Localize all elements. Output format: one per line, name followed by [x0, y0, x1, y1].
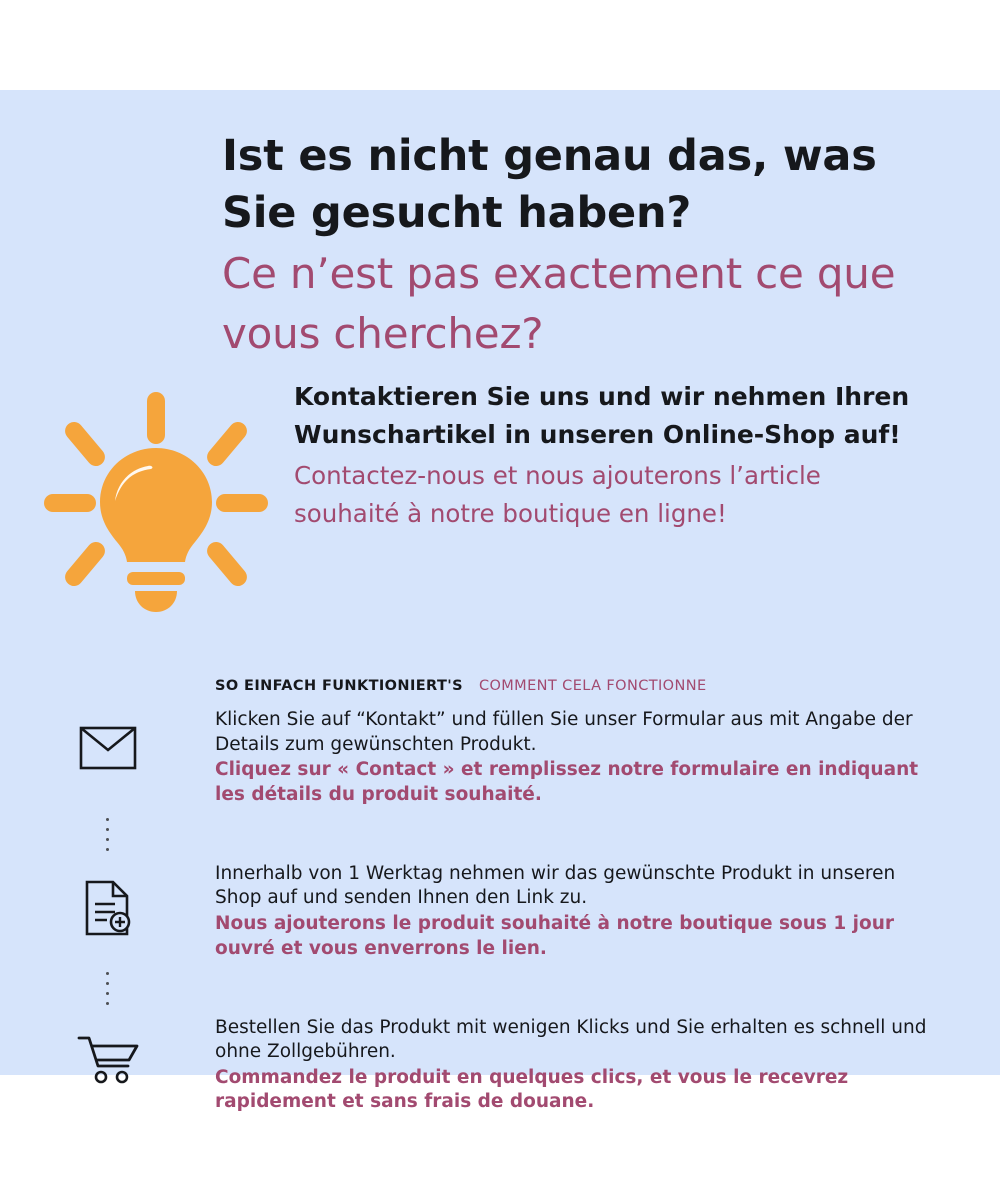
lightbulb-icon	[36, 386, 276, 626]
step-french: Commandez le produit en quelques clics, et vous le recevrez rapidement et sans frais de douane.	[215, 1066, 849, 1113]
step-item	[0, 708, 1000, 808]
intro-french: Contactez-nous et nous ajouterons l’article souhaité à notre boutique en ligne!	[294, 461, 821, 528]
step-text	[215, 862, 935, 962]
headline-block	[222, 128, 942, 364]
how-it-works-heading-german: SO EINFACH FUNKTIONIERT'S	[215, 678, 463, 694]
step-french: Nous ajouterons le produit souhaité à notre boutique sous 1 jour ouvré et vous enverrons le lien.	[215, 912, 894, 959]
document-add-icon	[0, 862, 215, 936]
intro-text	[294, 378, 924, 533]
how-it-works-heading-french: COMMENT CELA FONCTIONNE	[478, 678, 707, 694]
step-german: Klicken Sie auf “Kontakt” und füllen Sie unser Formular aus mit Angabe der Details zum gewünschten Produkt.	[215, 709, 913, 755]
headline-french: Ce n’est pas exactement ce que vous cherchez?	[222, 249, 896, 358]
how-it-works-heading	[215, 678, 707, 694]
step-text	[215, 708, 935, 808]
intro-german: Kontaktieren Sie uns und wir nehmen Ihren Wunschartikel in unseren Online-Shop auf!	[294, 382, 910, 449]
step-connector-dots	[0, 962, 215, 1016]
step-item	[0, 1016, 1000, 1116]
step-german: Innerhalb von 1 Werktag nehmen wir das gewünschte Produkt in unseren Shop auf und senden Ihnen den Link zu.	[215, 862, 896, 909]
step-text	[215, 1016, 935, 1116]
step-french: Cliquez sur « Contact » et remplissez notre formulaire en indiquant les détails du produit souhaité.	[215, 759, 919, 805]
step-connector-dots	[0, 808, 215, 862]
shopping-cart-icon	[0, 1016, 215, 1084]
steps-list	[0, 708, 1000, 1115]
promo-banner	[0, 90, 1000, 1113]
envelope-icon	[0, 708, 215, 770]
step-german: Bestellen Sie das Produkt mit wenigen Klicks und Sie erhalten es schnell und ohne Zollgebühren.	[215, 1016, 927, 1063]
intro-block	[0, 378, 1000, 648]
step-item	[0, 862, 1000, 962]
headline-german: Ist es nicht genau das, was Sie gesucht haben?	[222, 131, 877, 239]
